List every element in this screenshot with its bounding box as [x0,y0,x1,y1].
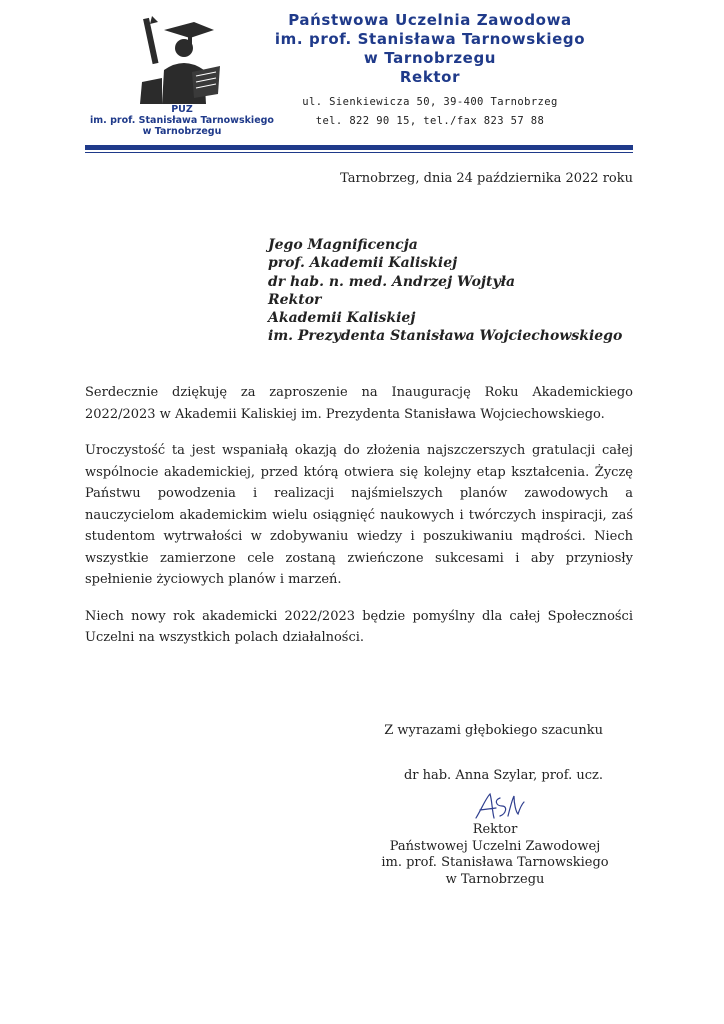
signer-title-line: im. prof. Stanisława Tarnowskiego [381,855,609,870]
recipient-line: prof. Akademii Kaliskiej [268,255,458,272]
body-paragraph: Serdecznie dziękuję za zaproszenie na Inaugurację Roku Akademickiego 2022/2023 w Akademii Kaliskiej im. Prezydenta Stanisława Wojciechowskiego. [85,385,633,422]
signer-title-line: w Tarnobrzegu [445,871,545,887]
closing-phrase: Z wyrazami głębokiego szacunku [384,723,603,738]
body-paragraph: Uroczystość ta jest wspaniałą okazją do złożenia najszczerszych gratulacji całej wspólnocie akademickiej, przed którą otwiera się kolejny etap kształcenia. Życzę Państwu powodzenia i realizacji najśmielszych planów zawodowych a nauczycielom akademickim wielu osiągnięć naukowych i twórczych inspiracji, zaś studentom wytrwałości w zdobywaniu wiedzy i poszukiwaniu mądrości. Niech wszystkie zamierzone cele zostaną zwieńczone sukcesami i aby przyniosły spełnienie życiowych planów i marzeń. [85,443,633,587]
recipient-line: im. Prezydenta Stanisława Wojciechowskiego [268,328,623,345]
letter-body [85,382,633,664]
logo-caption-line: im. prof. Stanisława Tarnowskiego [90,115,274,126]
logo-caption-line: PUZ [171,104,193,115]
letterhead-title-line: w Tarnobrzegu [363,49,497,67]
signer-title-block [355,822,635,888]
recipient-line: Jego Magnificencja [268,237,418,253]
handwritten-signature-icon [470,790,530,824]
letter-date: Tarnobrzeg, dnia 24 października 2022 roku [340,171,633,186]
letterhead-address: ul. Sienkiewicza 50, 39-400 Tarnobrzeg [302,96,558,108]
recipient-block [268,236,622,346]
recipient-line: Akademii Kaliskiej [268,310,416,327]
header-divider [85,145,633,150]
signer-title-line: Państwowej Uczelni Zawodowej [389,838,601,854]
letterhead-title-line: Rektor [399,68,461,86]
university-logo-icon [134,12,224,106]
letterhead-contact [250,93,610,131]
body-paragraph: Niech nowy rok akademicki 2022/2023 będzie pomyślny dla całej Społeczności Uczelni na wszystkich polach działalności. [85,608,633,645]
signer-name: dr hab. Anna Szylar, prof. ucz. [403,768,603,783]
recipient-line: Rektor [268,291,322,308]
letterhead-phone: tel. 822 90 15, tel./fax 823 57 88 [315,115,545,127]
signer-title-line: Rektor [472,822,518,837]
header-divider-thin [85,152,633,153]
recipient-line: dr hab. n. med. Andrzej Wojtyła [268,273,516,290]
letterhead-title [250,11,610,87]
letterhead-title-line: im. prof. Stanisława Tarnowskiego [274,30,586,48]
logo-caption-line: w Tarnobrzegu [142,126,222,137]
letterhead-title-line: Państwowa Uczelnia Zawodowa [288,11,572,29]
